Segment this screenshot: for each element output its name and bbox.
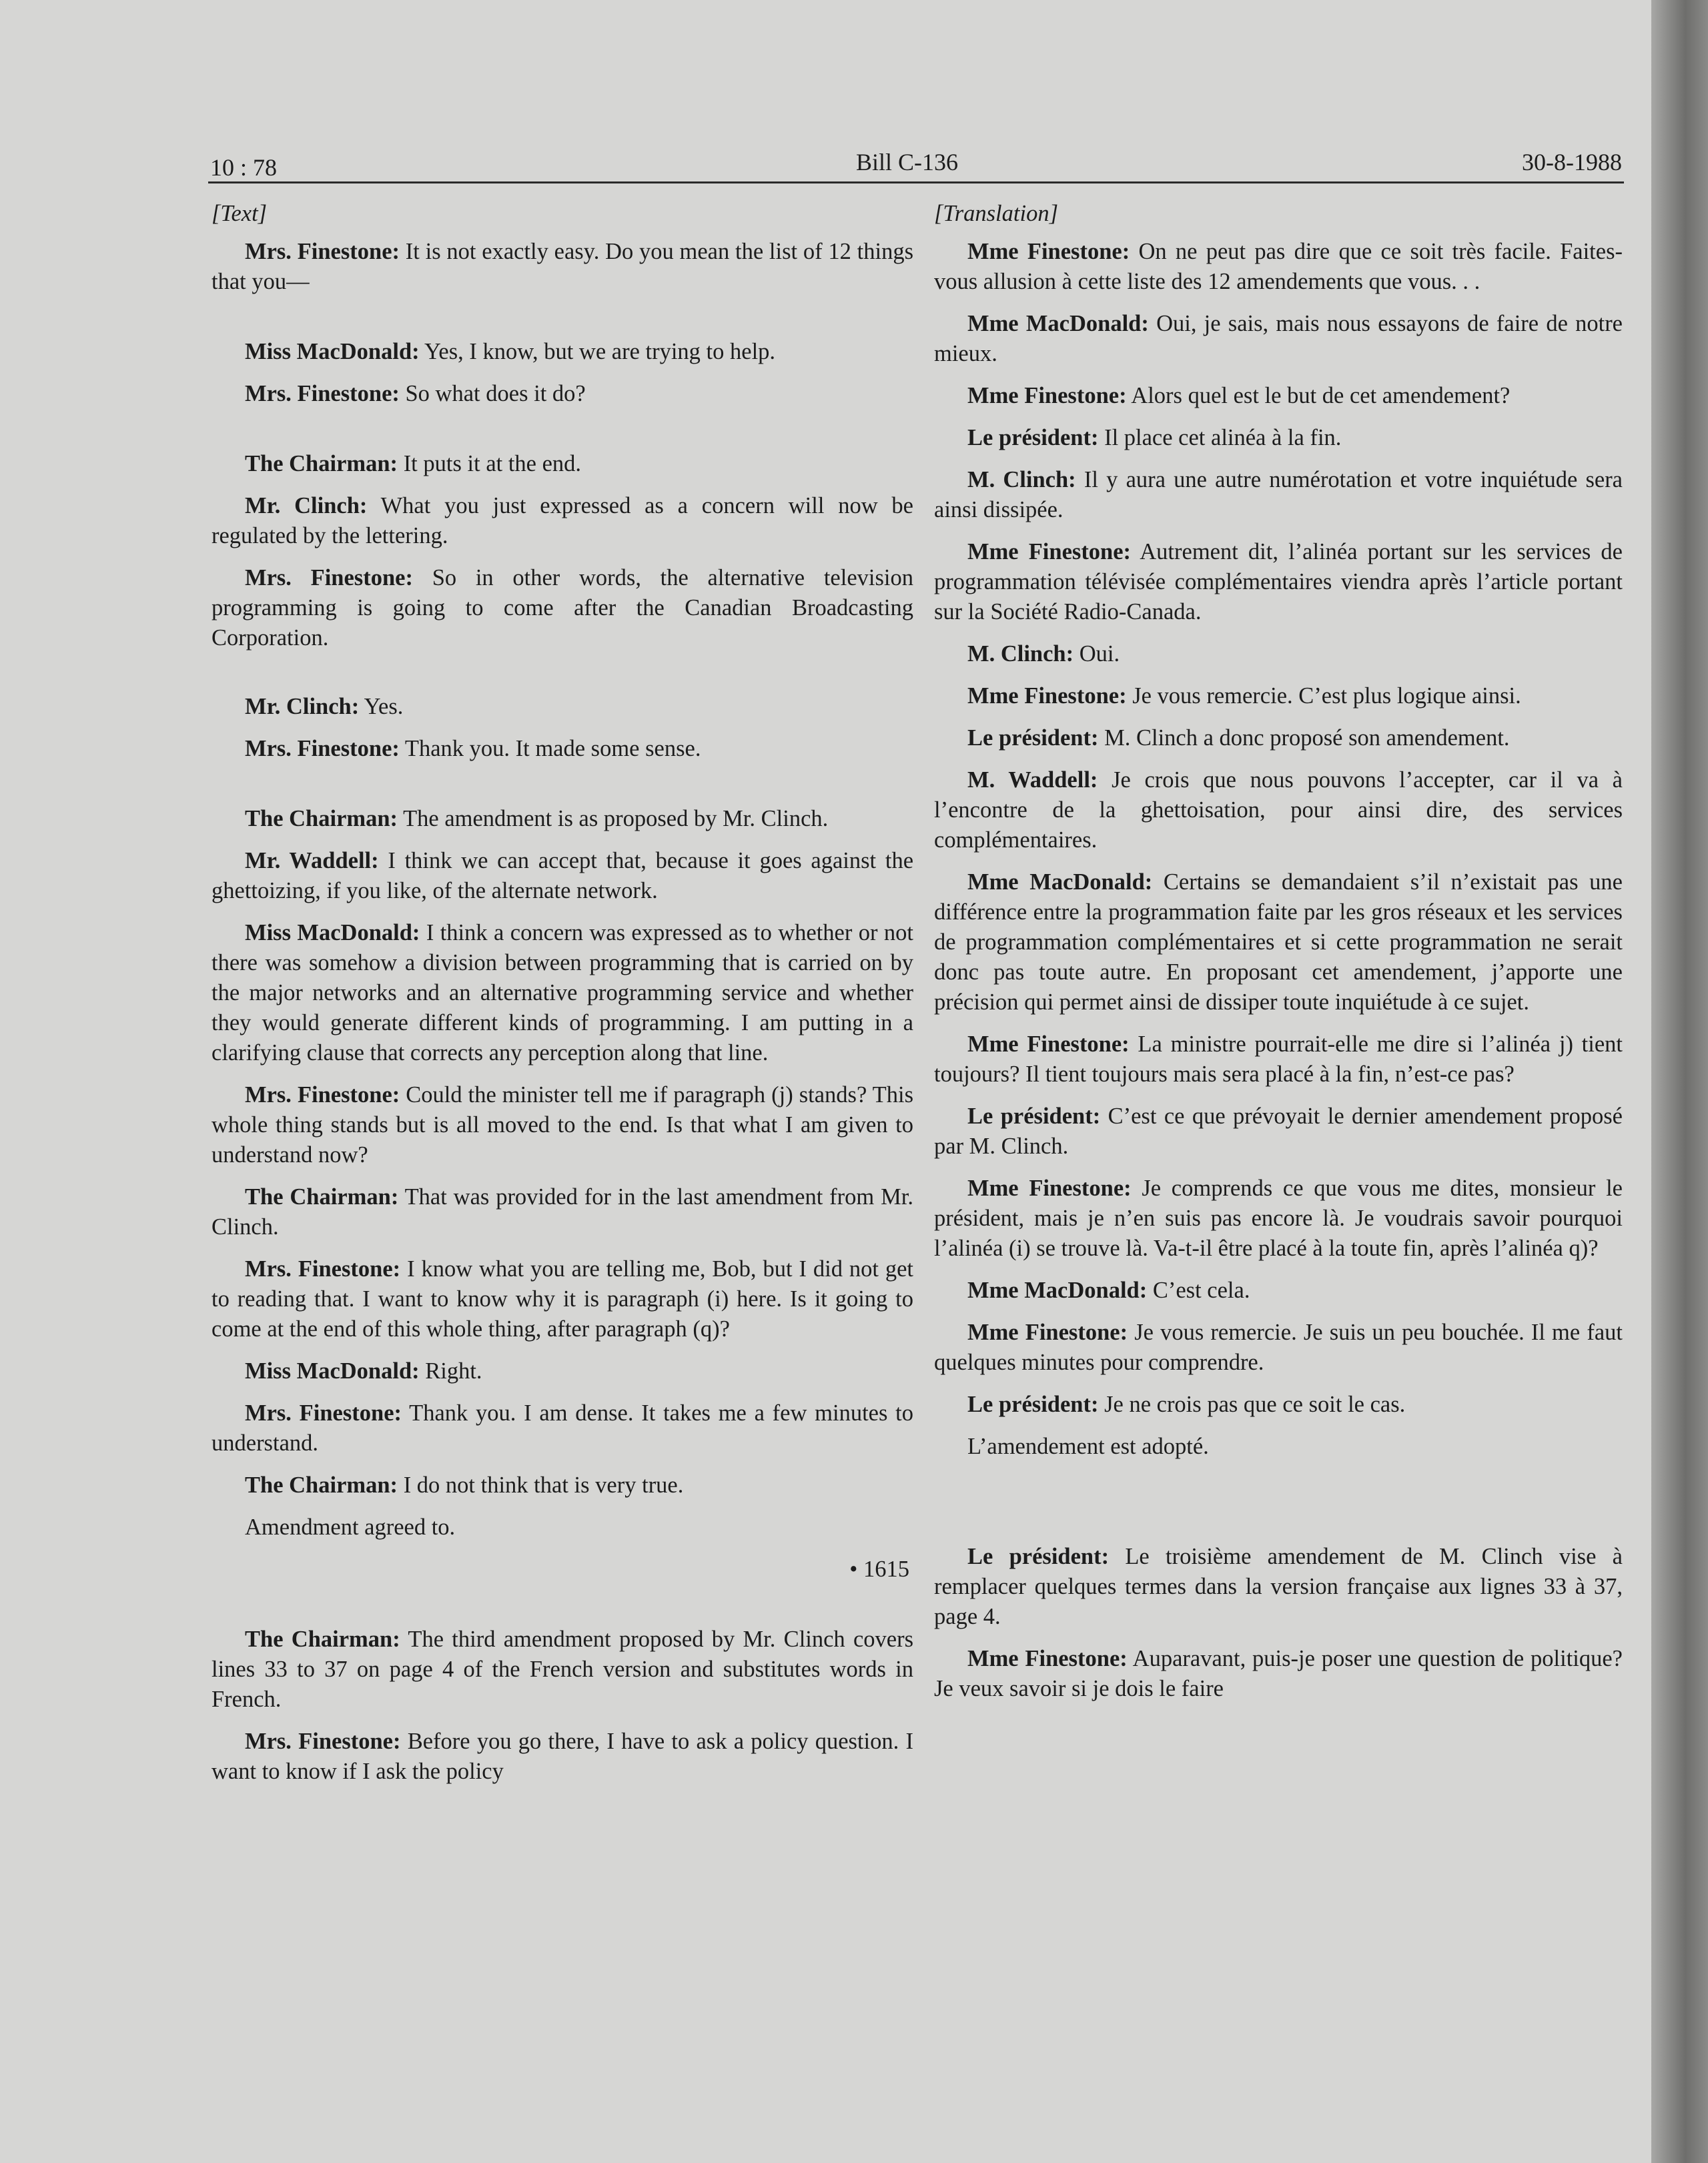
exchange-paragraph [934, 1276, 1623, 1306]
utterance: Oui. [1074, 641, 1120, 667]
exchange-paragraph [211, 1727, 913, 1787]
utterance: So what does it do? [399, 381, 586, 406]
exchange-paragraph [934, 423, 1623, 453]
book-binding-edge [1651, 0, 1708, 2163]
speaker: Mrs. Finestone: [245, 381, 400, 406]
header-rule [208, 181, 1624, 183]
exchange-paragraph [934, 1318, 1623, 1378]
speaker: Mrs. Finestone: [245, 736, 400, 761]
speaker: Miss MacDonald: [245, 1358, 420, 1384]
utterance: Je vous remercie. Je suis un peu bouchée. Il me faut quelques minutes pour comprendre. [934, 1320, 1623, 1375]
speaker: Mme Finestone: [967, 1646, 1128, 1671]
speaker: Mrs. Finestone: [245, 1256, 401, 1282]
speaker: Mrs. Finestone: [245, 565, 413, 590]
utterance: C’est ce que prévoyait le dernier amendement proposé par M. Clinch. [934, 1104, 1623, 1159]
speaker: The Chairman: [245, 806, 398, 831]
exchange-paragraph [211, 449, 913, 479]
exchange-paragraph [934, 309, 1623, 369]
exchange-paragraph [211, 734, 913, 764]
exchange-paragraph [934, 381, 1623, 411]
motion-result [934, 1432, 1623, 1462]
exchange-paragraph [211, 1398, 913, 1458]
utterance: I do not think that is very true. [398, 1472, 684, 1498]
exchange-paragraph [211, 1254, 913, 1344]
bill-title: Bill C-136 [856, 149, 959, 175]
translation-tag: [Translation] [934, 201, 1058, 226]
speaker: Le président: [967, 1544, 1110, 1569]
speaker: The Chairman: [245, 1184, 399, 1210]
utterance: Amendment agreed to. [245, 1515, 456, 1540]
speaker: M. Clinch: [967, 467, 1076, 492]
utterance: Oui, je sais, mais nous essayons de faire de notre mieux. [934, 311, 1623, 366]
exchange-paragraph [211, 1182, 913, 1242]
utterance: Je comprends ce que vous me dites, monsieur le président, mais je n’en suis pas encore là. Je voudrais savoir pourquoi l’alinéa (i) se trouve là. Va-t-il être placé à la toute fin, après l’alinéa q)? [934, 1176, 1623, 1261]
utterance: M. Clinch a donc proposé son amendement. [1098, 725, 1510, 751]
text-tag: [Text] [211, 201, 268, 226]
utterance: L’amendement est adopté. [967, 1434, 1209, 1459]
exchange-paragraph [934, 465, 1623, 525]
utterance: Auparavant, puis-je poser une question de politique? Je veux savoir si je dois le faire [934, 1646, 1623, 1701]
exchange-paragraph [211, 1625, 913, 1715]
speaker: M. Waddell: [967, 767, 1098, 793]
utterance: It puts it at the end. [398, 451, 582, 476]
speaker: Miss MacDonald: [245, 920, 420, 945]
utterance: Je ne crois pas que ce soit le cas. [1098, 1392, 1406, 1417]
exchange-paragraph [934, 1542, 1623, 1632]
exchange-paragraph [934, 537, 1623, 627]
speaker: Mme Finestone: [967, 383, 1127, 408]
utterance: Thank you. I am dense. It takes me a few minutes to understand. [211, 1400, 913, 1456]
speaker: Mme Finestone: [967, 539, 1132, 564]
speaker: Mrs. Finestone: [245, 1082, 400, 1108]
speaker: The Chairman: [245, 451, 398, 476]
utterance: I think a concern was expressed as to whether or not there was somehow a division between programming that is carried on by the major networks and an alternative programming service and whether they would generate different kinds of programming. I am putting in a clarifying clause that corrects any perception along that line. [211, 920, 913, 1065]
utterance: That was provided for in the last amendment from Mr. Clinch. [211, 1184, 913, 1240]
speaker: Le président: [967, 725, 1099, 751]
utterance: The amendment is as proposed by Mr. Clinch. [398, 806, 829, 831]
utterance: Yes, I know, but we are trying to help. [419, 339, 776, 364]
english-column [211, 199, 913, 1799]
speaker: Mrs. Finestone: [245, 1400, 402, 1426]
speaker: Mrs. Finestone: [245, 239, 400, 264]
speaker: Le président: [967, 1104, 1101, 1129]
exchange-paragraph [934, 1644, 1623, 1704]
speaker: Mr. Clinch: [245, 694, 360, 719]
speaker: Mr. Clinch: [245, 493, 368, 518]
exchange-paragraph [934, 1174, 1623, 1264]
utterance: It is not exactly easy. Do you mean the list of 12 things that you— [211, 239, 913, 294]
speaker: Mme MacDonald: [967, 311, 1149, 336]
utterance: Je crois que nous pouvons l’accepter, car il va à l’encontre de la ghettoisation, pour ainsi dire, des services complémentaires. [934, 767, 1623, 853]
utterance: Il y aura une autre numérotation et votre inquiétude sera ainsi dissipée. [934, 467, 1623, 522]
utterance: Before you go there, I have to ask a policy question. I want to know if I ask the policy [211, 1729, 913, 1784]
utterance: Right. [419, 1358, 482, 1384]
utterance: Le troisième amendement de M. Clinch vise à remplacer quelques termes dans la version française aux lignes 33 à 37, page 4. [934, 1544, 1623, 1629]
header-date: 30-8-1988 [1522, 149, 1622, 175]
exchange-paragraph [934, 237, 1623, 297]
speaker: Mrs. Finestone: [245, 1729, 401, 1754]
exchange-paragraph [934, 765, 1623, 855]
utterance: I know what you are telling me, Bob, but I did not get to reading that. I want to know why it is paragraph (i) here. Is it going to come at the end of this whole thing, after paragraph (q)? [211, 1256, 913, 1342]
exchange-paragraph [934, 1029, 1623, 1090]
utterance: La ministre pourrait-elle me dire si l’alinéa j) tient toujours? Il tient toujours mais sera placé à la fin, n’est-ce pas? [934, 1031, 1623, 1087]
speaker: Mme Finestone: [967, 239, 1130, 264]
exchange-paragraph [934, 1102, 1623, 1162]
exchange-paragraph [211, 379, 913, 409]
speaker: Miss MacDonald: [245, 339, 420, 364]
exchange-paragraph [211, 1080, 913, 1170]
speaker: Mme Finestone: [967, 1320, 1128, 1345]
exchange-paragraph [211, 337, 913, 367]
exchange-paragraph [934, 1390, 1623, 1420]
utterance: Autrement dit, l’alinéa portant sur les services de programmation télévisée complémentaires viendra après l’article portant sur la Société Radio-Canada. [934, 539, 1623, 624]
exchange-paragraph [211, 692, 913, 722]
utterance: Il place cet alinéa à la fin. [1098, 425, 1342, 450]
running-head [210, 148, 1622, 183]
exchange-paragraph [211, 804, 913, 834]
exchange-paragraph [934, 639, 1623, 669]
exchange-paragraph [211, 237, 913, 297]
speaker: The Chairman: [245, 1627, 400, 1652]
speaker: Le président: [967, 425, 1099, 450]
french-column [934, 199, 1623, 1716]
utterance: Thank you. It made some sense. [399, 736, 701, 761]
motion-result [211, 1512, 913, 1543]
speaker: Mr. Waddell: [245, 848, 379, 873]
utterance: What you just expressed as a concern will now be regulated by the lettering. [211, 493, 913, 548]
exchange-paragraph [934, 681, 1623, 711]
time-mark: • 1615 [849, 1557, 909, 1582]
speaker: Mme MacDonald: [967, 869, 1153, 895]
speaker: Mme Finestone: [967, 683, 1127, 709]
utterance: Could the minister tell me if paragraph (j) stands? This whole thing stands but is all moved to the end. Is that what I am given to understand now? [211, 1082, 913, 1168]
exchange-paragraph [211, 846, 913, 906]
utterance: C’est cela. [1147, 1278, 1250, 1303]
exchange-paragraph [934, 867, 1623, 1017]
utterance: So in other words, the alternative television programming is going to come after the Canadian Broadcasting Corporation. [211, 565, 913, 651]
utterance: Yes. [359, 694, 404, 719]
exchange-paragraph [211, 918, 913, 1068]
exchange-paragraph [211, 1356, 913, 1386]
speaker: Mme MacDonald: [967, 1278, 1148, 1303]
utterance: The third amendment proposed by Mr. Clinch covers lines 33 to 37 on page 4 of the French version and substitutes words in French. [211, 1627, 913, 1712]
utterance: Certains se demandaient s’il n’existait pas une différence entre la programmation faite par les gros réseaux et les services de programmation complémentaires et si cette programmation ne serait donc pas toute autre. En proposant cet amendement, j’apporte une précision qui permet ainsi de dissiper toute inquiétude à ce sujet. [934, 869, 1623, 1015]
speaker: Le président: [967, 1392, 1099, 1417]
exchange-paragraph [934, 723, 1623, 753]
exchange-paragraph [211, 491, 913, 551]
utterance: Alors quel est le but de cet amendement? [1126, 383, 1511, 408]
utterance: On ne peut pas dire que ce soit très facile. Faites-vous allusion à cette liste des 12 amendements que vous. . . [934, 239, 1623, 294]
exchange-paragraph [211, 563, 913, 653]
utterance: I think we can accept that, because it goes against the ghettoizing, if you like, of the alternate network. [211, 848, 914, 903]
speaker: M. Clinch: [967, 641, 1074, 667]
speaker: The Chairman: [245, 1472, 398, 1498]
utterance: Je vous remercie. C’est plus logique ainsi. [1126, 683, 1521, 709]
exchange-paragraph [211, 1470, 913, 1500]
speaker: Mme Finestone: [967, 1031, 1130, 1057]
speaker: Mme Finestone: [967, 1176, 1132, 1201]
page-number: 10 : 78 [210, 154, 278, 181]
